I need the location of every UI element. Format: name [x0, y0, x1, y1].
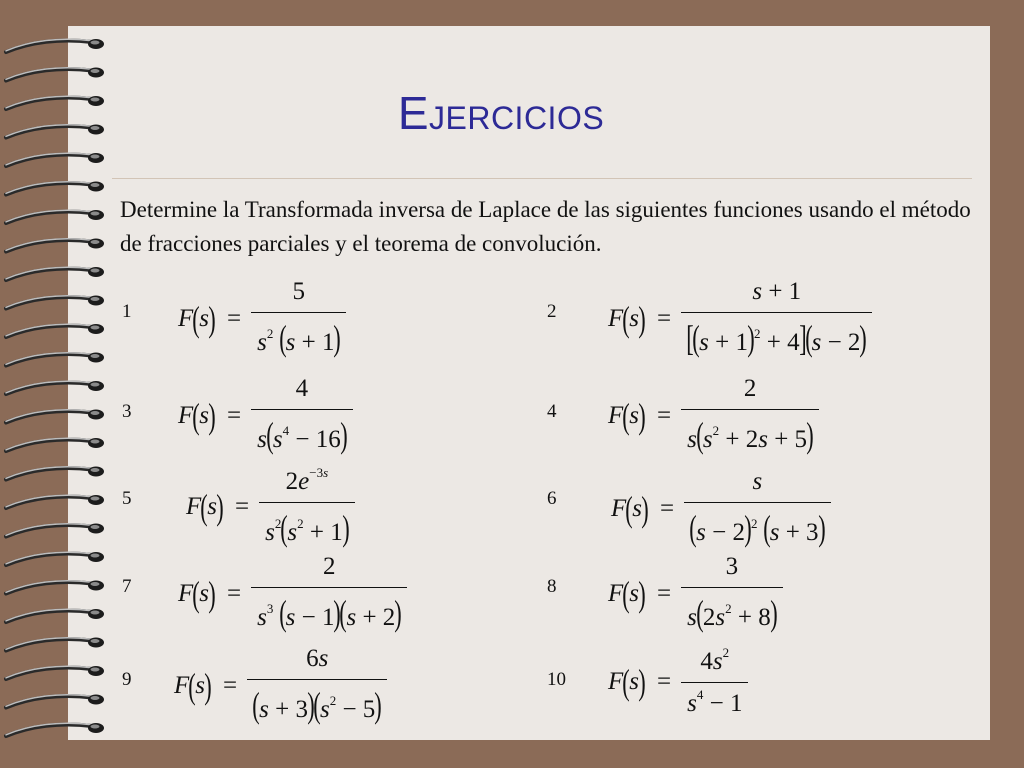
formula-4: F ( s ) = $\frac{2}{s(s^2 + 2s + 5)}$ — [608, 375, 819, 456]
denominator: $(s - 2)^2$ (s + 3) — [689, 508, 826, 548]
formula-2: F ( s ) = $\frac{s + 1}{[(s + 1)^2 + 4](s - 2)}$ — [608, 278, 872, 359]
exercise-number: 8 — [547, 576, 557, 597]
numerator: $4s^2$ — [700, 645, 730, 675]
formula-1: F ( s ) = $\frac{5}{s^2 (s + 1)}$ — [178, 278, 346, 359]
numerator: s + 1 — [752, 278, 802, 305]
exercise-number: 4 — [547, 401, 557, 422]
denominator: $s^3$ (s − 1)(s + 2) — [257, 593, 403, 633]
numerator: 3 — [725, 553, 739, 580]
formula-6: F ( s ) = $\frac{s}{(s - 2)^2 (s + 3)}$ — [611, 468, 831, 549]
denominator: $s^4 - 1$ — [687, 687, 743, 717]
fraction — [681, 278, 872, 359]
title-divider — [112, 178, 972, 179]
formula-3: F ( s ) = $\frac{4}{s(s^4 - 16)}$ — [178, 375, 353, 456]
exercise-number: 7 — [122, 576, 132, 597]
denominator: $(s + 3)(s^2 - 5)$ — [252, 685, 383, 725]
numerator: 5 — [292, 278, 306, 305]
exercise-number: 3 — [122, 401, 132, 422]
denominator: $s(s^4 - 16)$ — [257, 415, 348, 455]
instructions-text: Determine la Transformada inversa de Laplace de las siguientes funciones usando el método de fracciones parciales y el teorema de convolución. — [120, 197, 971, 256]
exercise-number: 9 — [122, 669, 132, 690]
fraction — [247, 645, 387, 726]
exercise-number: 2 — [547, 301, 557, 322]
slide-title: Ejercicios — [397, 87, 605, 139]
formula-8: F ( s ) = $\frac{3}{s(2s^2 + 8)}$ — [608, 553, 783, 634]
numerator: $2e^{-3s}$ — [285, 465, 329, 495]
numerator: 2 — [743, 375, 757, 402]
denominator: $s(s^2 + 2s + 5)$ — [687, 415, 814, 455]
fraction — [684, 468, 830, 549]
exercise-number: 1 — [122, 301, 132, 322]
exercise-number: 10 — [547, 669, 566, 690]
numerator: s — [752, 468, 763, 495]
formula-10: F ( s ) = $\frac{4s^2}{s^4 - 1}$ — [608, 645, 748, 718]
fraction — [259, 465, 355, 549]
numerator: 2 — [322, 553, 336, 580]
formula-9: F ( s ) = $\frac{6s}{(s + 3)(s^2 - 5)}$ — [174, 645, 387, 726]
formula-5: F ( s ) = $\frac{2e^{-3s}}{s^2(s^2 + 1)}$ — [186, 465, 355, 549]
exercise-number: 5 — [122, 488, 132, 509]
fraction — [251, 375, 353, 456]
formula-7: F ( s ) = $\frac{2}{s^3 (s - 1)(s + 2)}$ — [178, 553, 407, 634]
denominator: $s(2s^2 + 8)$ — [687, 593, 778, 633]
numerator: 6s — [306, 645, 329, 672]
fraction — [681, 375, 819, 456]
fraction — [251, 278, 346, 359]
numerator: 4 — [295, 375, 309, 402]
fraction — [681, 645, 748, 718]
denominator: $[(s + 1)^2 + 4](s - 2)$ — [686, 318, 868, 358]
fraction — [681, 553, 783, 634]
denominator: $s^2$ (s + 1) — [257, 318, 342, 358]
denominator: $s^2(s^2 + 1)$ — [265, 508, 350, 548]
exercise-number: 6 — [547, 488, 557, 509]
fraction — [251, 553, 407, 634]
